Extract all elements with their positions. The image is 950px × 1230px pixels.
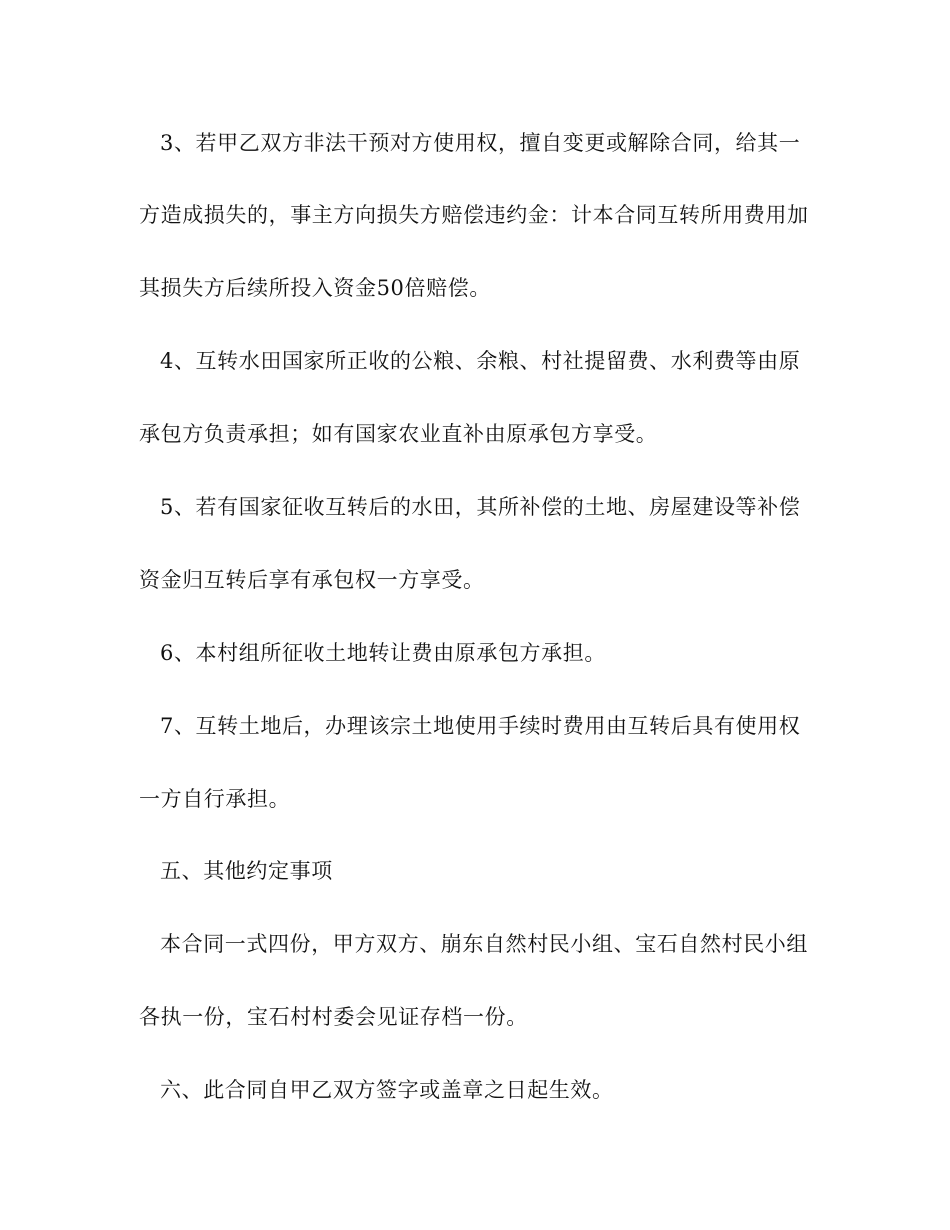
clause-3-line-1: 3、若甲乙双方非法干预对方使用权，擅自变更或解除合同，给其一	[160, 131, 801, 155]
section-5-body-line-2: 各执一份，宝石村村委会见证存档一份。	[139, 1005, 528, 1029]
clause-4-line-1: 4、互转水田国家所正收的公粮、余粮、村社提留费、水利费等由原	[160, 349, 801, 373]
clause-7-line-2: 一方自行承担。	[139, 787, 291, 811]
section-6-line: 六、此合同自甲乙双方签字或盖章之日起生效。	[160, 1078, 614, 1102]
clause-6-line-1: 6、本村组所征收土地转让费由原承包方承担。	[160, 641, 606, 665]
section-5-heading: 五、其他约定事项	[160, 859, 333, 883]
clause-3-line-2: 方造成损失的，事主方向损失方赔偿违约金：计本合同互转所用费用加	[139, 203, 809, 227]
clause-3-line-3: 其损失方后续所投入资金50倍赔偿。	[139, 276, 491, 300]
clause-5-line-2: 资金归互转后享有承包权一方享受。	[139, 568, 485, 592]
section-5-body-line-1: 本合同一式四份，甲方双方、崩东自然村民小组、宝石自然村民小组	[160, 932, 808, 956]
clause-5-line-1: 5、若有国家征收互转后的水田，其所补偿的土地、房屋建设等补偿	[160, 495, 801, 519]
clause-7-line-1: 7、互转土地后，办理该宗土地使用手续时费用由互转后具有使用权	[160, 714, 801, 738]
clause-4-line-2: 承包方负责承担；如有国家农业直补由原承包方享受。	[139, 422, 658, 446]
